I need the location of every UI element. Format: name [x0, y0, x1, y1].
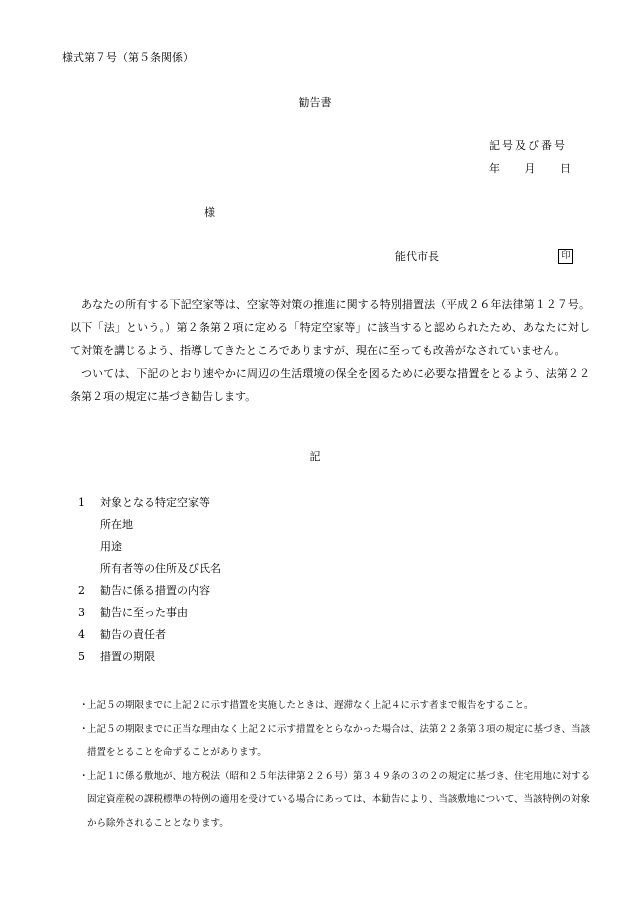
note-text: 上記５の期限までに上記２に示す措置を実施したときは、遅滞なく上記４に示す者まで報告をすること。 [87, 700, 534, 711]
item-number: 3 [78, 606, 85, 619]
addressee: 様 [204, 206, 215, 219]
note-item [79, 694, 599, 718]
seal-mark: 印 [558, 249, 573, 264]
issuer-name: 能代市長 [395, 250, 439, 263]
note-item [79, 765, 599, 836]
note-bullet: ・ [79, 770, 89, 782]
list-item [78, 563, 498, 585]
item-list [78, 497, 498, 673]
list-item [78, 497, 498, 519]
item-number: 2 [78, 584, 85, 597]
document-title: 勧告書 [298, 96, 332, 109]
item-label: 勧告に係る措置の内容 [100, 584, 210, 597]
item-label: 所有者等の住所及び氏名 [100, 562, 221, 575]
notes-section [79, 694, 599, 835]
note-text: 上記１に係る敷地が、地方税法（昭和２５年法律第２２６号）第３４９条の３の２の規定に基づき、住宅用地に対する固定資産税の課税標準の特例の適用を受けている場合にあっては、本勧告により、当該敷地について、当該特例の対象から除外されることとなります。 [87, 770, 591, 829]
date-year: 年 [489, 162, 500, 175]
ki-heading: 記 [309, 450, 321, 463]
date-day: 日 [560, 162, 571, 175]
item-number: 5 [78, 650, 85, 663]
body-paragraph: ついては、下記のとおり速やかに周辺の生活環境の保全を図るために必要な措置をとるよう、法第２２条第２項の規定に基づき勧告します。 [70, 367, 590, 403]
item-label: 対象となる特定空家等 [100, 496, 210, 509]
body-paragraph: あなたの所有する下記空家等は、空家等対策の推進に関する特別措置法（平成２６年法律第１２７号。以下「法」という。）第２条第２項に定める「特定空家等」に該当すると認められたため、あなたに対して対策を講じるよう、指導してきたところでありますが、現在に至っても改善がなされていません。 [70, 298, 590, 357]
list-item [78, 607, 498, 629]
list-item [78, 585, 498, 607]
reference-number-label: 記号及び番号 [489, 139, 567, 152]
note-bullet: ・ [79, 700, 89, 711]
item-label: 用途 [100, 540, 122, 553]
item-label: 所在地 [100, 518, 133, 531]
item-label: 措置の期限 [100, 650, 155, 663]
list-item [78, 629, 498, 651]
list-item [78, 651, 498, 673]
note-text: 上記５の期限までに正当な理由なく上記２に示す措置をとらなかった場合は、法第２２条第３項の規定に基づき、当該措置をとることを命ずることがあります。 [87, 723, 591, 758]
item-number: 1 [78, 496, 85, 509]
date-month: 月 [524, 162, 536, 175]
form-number: 様式第７号（第５条関係） [62, 51, 194, 64]
note-bullet: ・ [79, 723, 89, 735]
body-text [70, 293, 590, 408]
date-line [489, 163, 571, 174]
item-label: 勧告に至った事由 [100, 606, 188, 619]
list-item [78, 519, 498, 541]
note-item [79, 718, 599, 765]
list-item [78, 541, 498, 563]
item-number: 4 [78, 628, 85, 641]
item-label: 勧告の責任者 [100, 628, 166, 641]
